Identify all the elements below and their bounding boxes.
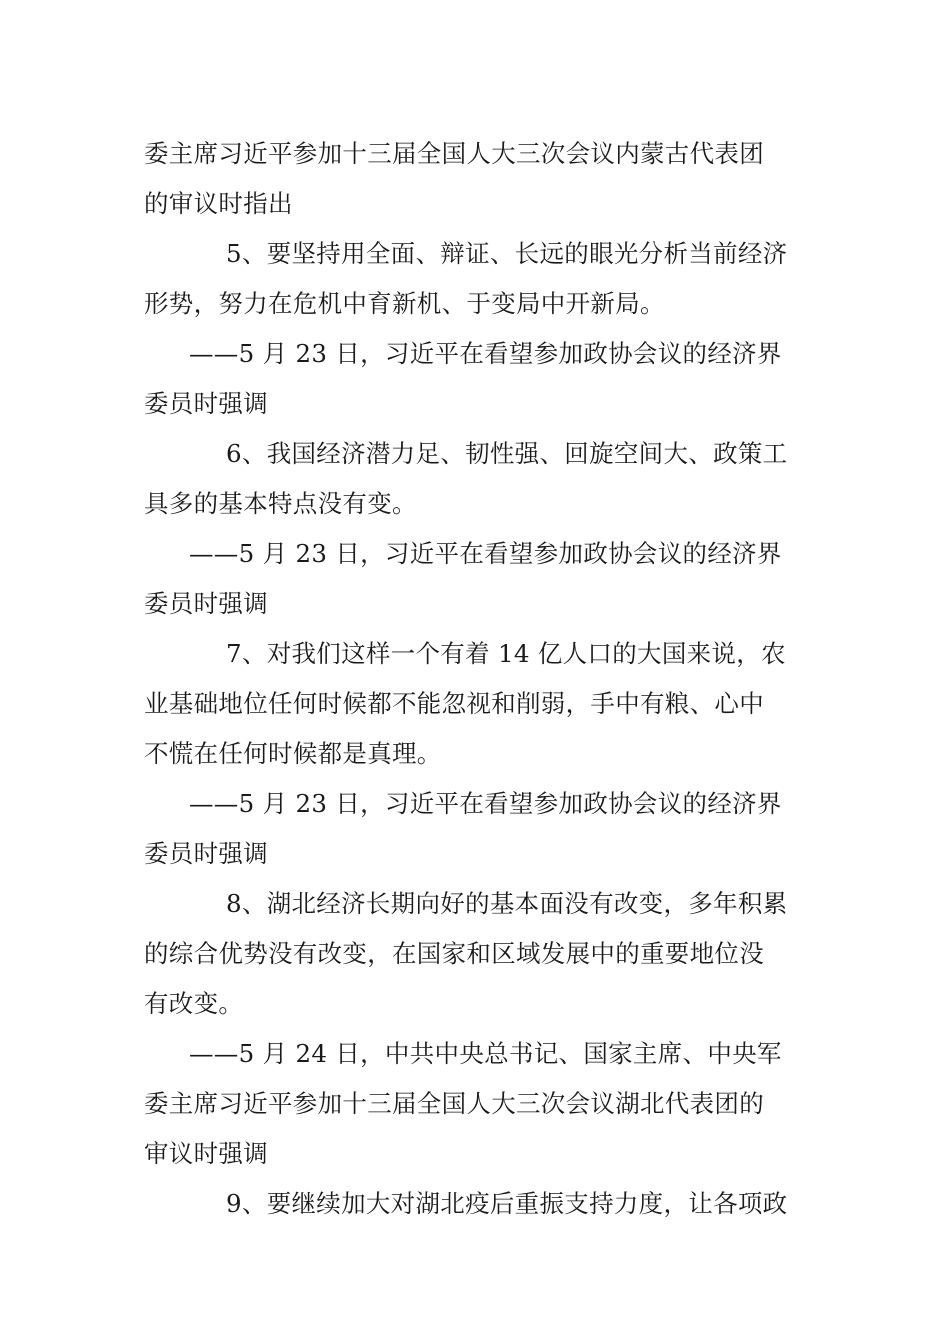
body-line: 业基础地位任何时候都不能忽视和削弱，手中有粮、心中 (144, 689, 764, 718)
body-line: 的综合优势没有改变，在国家和区域发展中的重要地位没 (144, 939, 764, 968)
body-line: 委员时强调 (144, 389, 268, 418)
body-line: 有改变。 (144, 989, 244, 1018)
list-item-5: 5、要坚持用全面、辩证、长远的眼光分析当前经济 (226, 239, 788, 268)
source-line: ——5 月 24 日，中共中央总书记、国家主席、中央军 (189, 1039, 782, 1068)
body-line: 委员时强调 (144, 839, 268, 868)
source-line: ——5 月 23 日，习近平在看望参加政协会议的经济界 (189, 339, 782, 368)
body-line: 的审议时指出 (144, 189, 293, 218)
source-line: ——5 月 23 日，习近平在看望参加政协会议的经济界 (189, 539, 782, 568)
list-item-6: 6、我国经济潜力足、韧性强、回旋空间大、政策工 (226, 439, 788, 468)
body-line: 委员时强调 (144, 589, 268, 618)
body-line: 具多的基本特点没有变。 (144, 489, 417, 518)
list-item-8: 8、湖北经济长期向好的基本面没有改变，多年积累 (226, 889, 788, 918)
list-item-7: 7、对我们这样一个有着 14 亿人口的大国来说，农 (226, 639, 786, 668)
document-body (144, 129, 808, 1229)
body-line: 委主席习近平参加十三届全国人大三次会议内蒙古代表团 (144, 139, 764, 168)
body-line: 不慌在任何时候都是真理。 (144, 739, 442, 768)
body-line: 审议时强调 (144, 1139, 268, 1168)
body-line: 形势，努力在危机中育新机、于变局中开新局。 (144, 289, 665, 318)
list-item-9: 9、要继续加大对湖北疫后重振支持力度，让各项政 (226, 1189, 788, 1218)
source-line: ——5 月 23 日，习近平在看望参加政协会议的经济界 (189, 789, 782, 818)
body-line: 委主席习近平参加十三届全国人大三次会议湖北代表团的 (144, 1089, 764, 1118)
